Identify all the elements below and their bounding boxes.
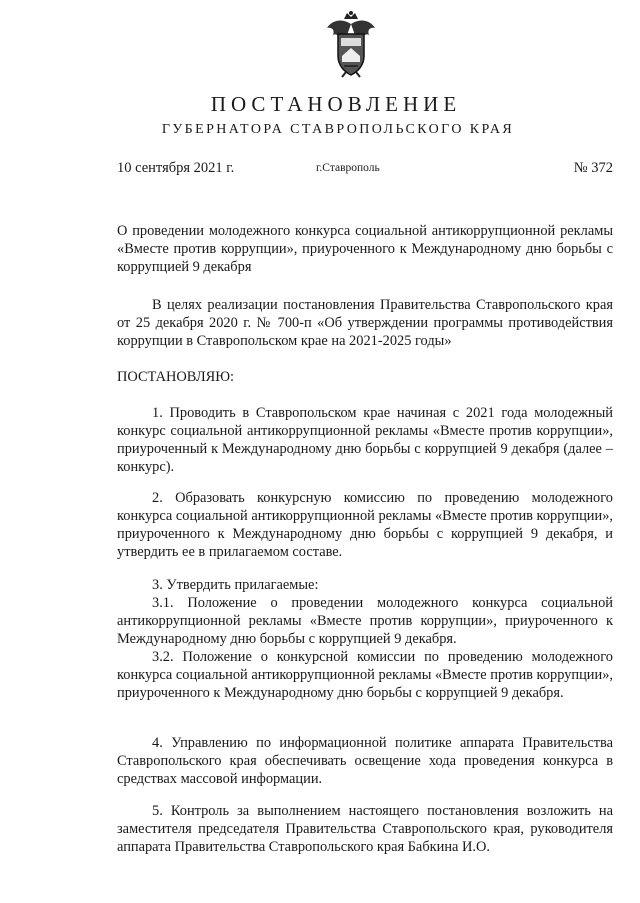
item-2-text: 2. Образовать конкурсную комиссию по проведению молодежного конкурса социальной антикоррупционной рекламы «Вместе против коррупции», приуроченного к Международному дню борьбы с коррупцией 9 декабря, и утвердить ее в прилагаемом составе. xyxy=(117,490,614,560)
subject-text: О проведении молодежного конкурса социальной антикоррупционной рекламы «Вместе против коррупции», приуроченного к Международному дню борьбы с коррупцией 9 декабря xyxy=(117,223,613,275)
item-3 xyxy=(117,576,613,702)
issuing-authority: ГУБЕРНАТОРА СТАВРОПОЛЬСКОГО КРАЯ xyxy=(161,122,515,137)
item-4-text: 4. Управлению по информационной политике аппарата Правительства Ставропольского края обеспечивать освещение хода проведения конкурса в средствах массовой информации. xyxy=(117,735,613,787)
document-city: г.Ставрополь xyxy=(316,162,380,174)
item-3-text: 3. Утвердить прилагаемые: xyxy=(152,577,319,593)
decree-block xyxy=(117,368,613,386)
document-subject xyxy=(117,222,613,276)
item-1 xyxy=(117,404,613,476)
item-5 xyxy=(117,802,613,856)
item-1-text: 1. Проводить в Ставропольском крае начиная с 2021 года молодежный конкурс социальной антикоррупционной рекламы «Вместе против коррупции», приуроченный к Международному дню борьбы с коррупцией 9 декабря (далее – конкурс). xyxy=(117,405,613,475)
item-3-2-text: 3.2. Положение о конкурсной комиссии по проведению молодежного конкурса социальной антикоррупционной рекламы «Вместе против коррупции», приуроченного к Международному дню борьбы с коррупцией 9 декабря. xyxy=(117,649,614,701)
document-number: № 372 xyxy=(573,160,613,176)
item-5-text: 5. Контроль за выполнением настоящего постановления возложить на заместителя председателя Правительства Ставропольского края, руководителя аппарата Правительства Ставропольского края Бабкина И.О. xyxy=(117,803,613,855)
item-2 xyxy=(117,489,613,561)
coat-of-arms-emblem xyxy=(324,10,378,78)
preamble-text: В целях реализации постановления Правительства Ставропольского края от 25 декабря 2020 г. № 700-п «Об утверждении программы противодействия коррупции в Ставропольском крае на 2021-2025 годы» xyxy=(117,297,613,349)
item-3-1-text: 3.1. Положение о проведении молодежного конкурса социальной антикоррупционной рекламы «Вместе против коррупции», приуроченного к Международному дню борьбы с коррупцией 9 декабря. xyxy=(117,595,613,647)
decree-word: ПОСТАНОВЛЯЮ: xyxy=(117,369,235,385)
item-4 xyxy=(117,734,613,788)
document-date: 10 сентября 2021 г. xyxy=(117,160,235,176)
document-type-title: ПОСТАНОВЛЕНИЕ xyxy=(210,92,462,116)
preamble-block xyxy=(117,296,613,350)
